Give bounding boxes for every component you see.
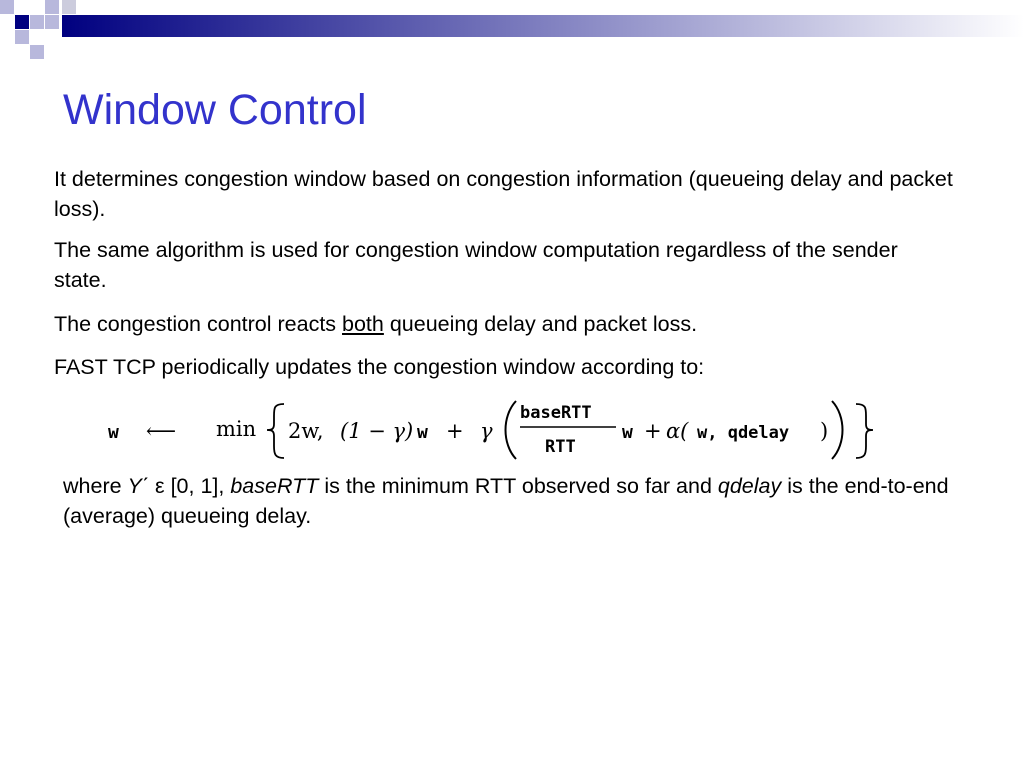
text-segment: where bbox=[63, 474, 128, 498]
header-gradient-bar bbox=[62, 15, 1024, 37]
formula-arrow: ⟵ bbox=[146, 419, 177, 443]
formula-lhs: w bbox=[108, 422, 119, 443]
formula-alpha-close: ) bbox=[820, 419, 829, 443]
header-square bbox=[30, 45, 44, 59]
header-square bbox=[15, 15, 29, 29]
right-brace bbox=[856, 404, 873, 458]
left-paren bbox=[506, 401, 517, 459]
term-basertt: baseRTT bbox=[230, 474, 319, 498]
formula-frac-den: RTT bbox=[545, 437, 576, 457]
text-segment: queueing delay and packet loss. bbox=[383, 312, 698, 336]
paragraph-fast-tcp: FAST TCP periodically updates the congestion window according to: bbox=[54, 355, 705, 379]
underlined-word: both bbox=[342, 312, 384, 336]
header-square bbox=[62, 0, 76, 14]
formula-term2-w: w bbox=[417, 422, 428, 443]
paragraph-congestion-info: It determines congestion window based on congestion information (queueing delay and packet loss). bbox=[54, 167, 953, 221]
formula-alpha-args: w, qdelay bbox=[697, 423, 790, 443]
formula-gamma: γ bbox=[480, 419, 493, 443]
header-square bbox=[30, 0, 44, 14]
gamma-symbol: Y bbox=[127, 474, 142, 498]
header-square bbox=[15, 30, 29, 44]
header-square bbox=[30, 30, 44, 44]
header-square bbox=[45, 15, 59, 29]
formula-min: min bbox=[216, 417, 257, 441]
header-square bbox=[0, 0, 14, 14]
header-square bbox=[30, 15, 44, 29]
formula-term2-a: (1 − γ) bbox=[340, 419, 414, 443]
right-paren bbox=[832, 401, 843, 459]
formula-alpha-open: α( bbox=[666, 419, 689, 443]
paragraph-where bbox=[63, 471, 953, 531]
paragraph-same-algorithm: The same algorithm is used for congestion window computation regardless of the sender state. bbox=[54, 238, 898, 292]
text-segment: The congestion control reacts bbox=[54, 312, 343, 336]
header-decoration bbox=[0, 0, 1024, 60]
text-segment: ˊ ε [0, 1], bbox=[141, 474, 231, 498]
paragraph-reacts-both bbox=[54, 309, 954, 339]
formula-plus: + bbox=[446, 419, 464, 443]
header-square bbox=[45, 0, 59, 14]
formula-term1: 2w, bbox=[288, 419, 324, 443]
formula-term3-w: w bbox=[622, 422, 633, 443]
term-qdelay: qdelay bbox=[717, 474, 782, 498]
slide-title: Window Control bbox=[63, 86, 367, 134]
formula-plus2: + bbox=[644, 419, 662, 443]
text-segment: is the end-to-end (average) queueing delay. bbox=[63, 474, 949, 528]
window-update-formula bbox=[104, 396, 884, 462]
formula-frac-num: baseRTT bbox=[520, 403, 592, 423]
left-brace bbox=[267, 404, 284, 458]
text-segment: is the minimum RTT observed so far and bbox=[318, 474, 718, 498]
